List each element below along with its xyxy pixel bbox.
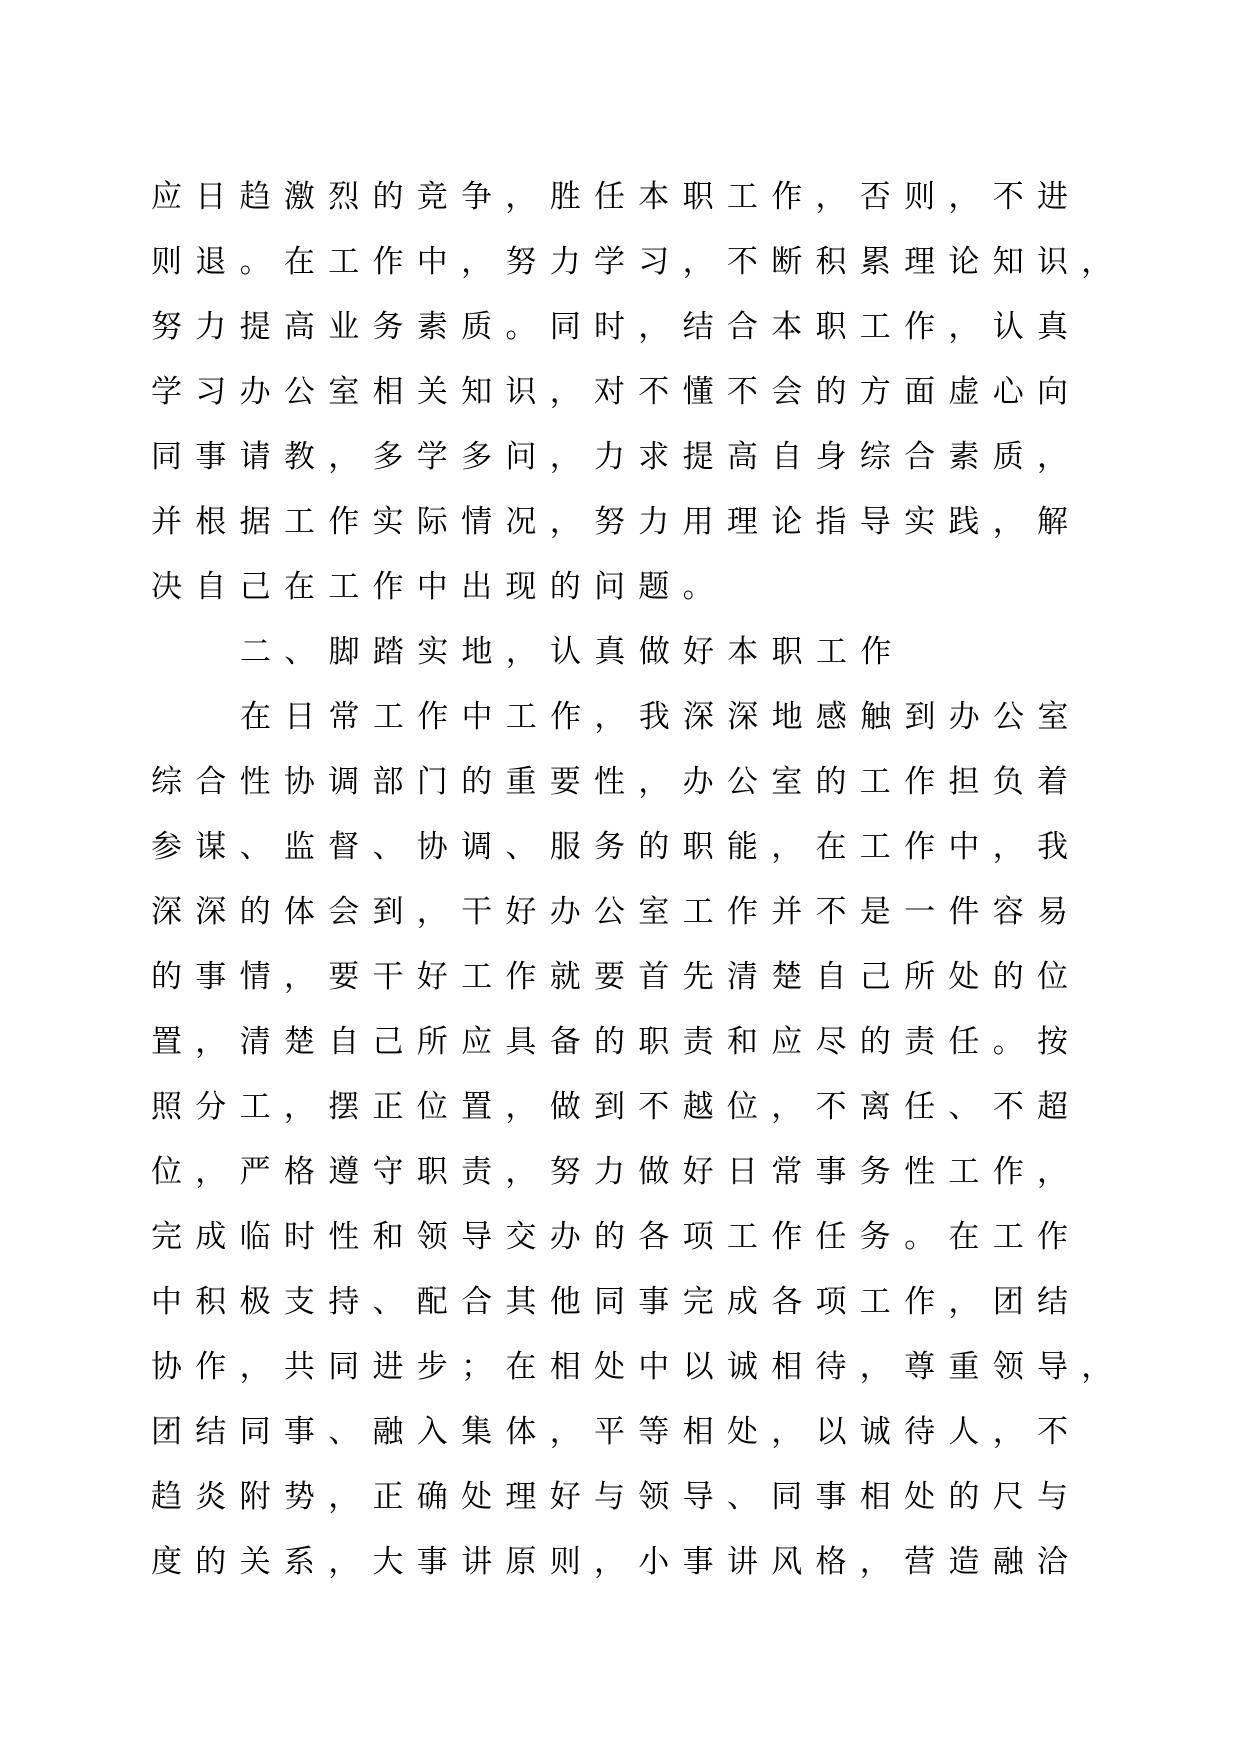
- text-line: 并根据工作实际情况，努力用理论指导实践，解: [151, 504, 1082, 540]
- text-line: 照分工，摆正位置，做到不越位，不离任、不超: [151, 1089, 1082, 1125]
- text-line: 参谋、监督、协调、服务的职能，在工作中，我: [151, 829, 1082, 865]
- section-heading: 二、脚踏实地，认真做好本职工作: [240, 634, 905, 670]
- text-line: 完成临时性和领导交办的各项工作任务。在工作: [151, 1219, 1082, 1255]
- text-line: 学习办公室相关知识，对不懂不会的方面虚心向: [151, 374, 1082, 410]
- text-line: 深深的体会到，干好办公室工作并不是一件容易: [151, 894, 1082, 930]
- text-line: 趋炎附势，正确处理好与领导、同事相处的尺与: [151, 1479, 1082, 1515]
- text-line: 协作，共同进步；在相处中以诚相待，尊重领导，: [151, 1349, 1126, 1385]
- text-line: 度的关系，大事讲原则，小事讲风格，营造融洽: [151, 1544, 1082, 1580]
- text-line: 团结同事、融入集体，平等相处，以诚待人，不: [151, 1414, 1082, 1450]
- text-line: 置，清楚自己所应具备的职责和应尽的责任。按: [151, 1024, 1082, 1060]
- text-line: 决自己在工作中出现的问题。: [151, 569, 727, 605]
- text-line: 位，严格遵守职责，努力做好日常事务性工作，: [151, 1154, 1082, 1190]
- text-line: 同事请教，多学多问，力求提高自身综合素质，: [151, 439, 1082, 475]
- text-line: 则退。在工作中，努力学习，不断积累理论知识，: [151, 244, 1126, 280]
- text-line: 努力提高业务素质。同时，结合本职工作，认真: [151, 309, 1082, 345]
- text-line: 中积极支持、配合其他同事完成各项工作，团结: [151, 1284, 1082, 1320]
- text-line: 应日趋激烈的竞争，胜任本职工作，否则，不进: [151, 179, 1082, 215]
- text-line: 综合性协调部门的重要性，办公室的工作担负着: [151, 764, 1082, 800]
- text-line: 在日常工作中工作，我深深地感触到办公室: [240, 699, 1082, 735]
- text-line: 的事情，要干好工作就要首先清楚自己所处的位: [151, 959, 1082, 995]
